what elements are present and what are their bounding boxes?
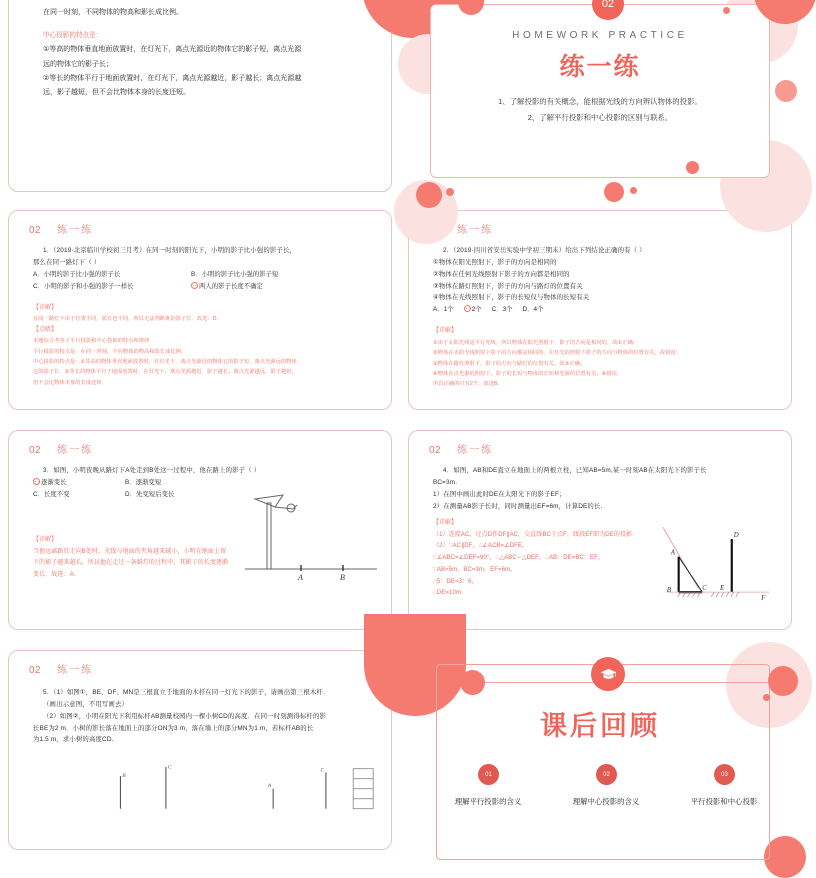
explanation-tag-2: 【点睛】 xyxy=(33,326,58,333)
header-rule-right xyxy=(622,682,772,683)
option-b-mark: B． xyxy=(125,478,136,486)
svg-text:C: C xyxy=(702,585,707,593)
slide-cover-practice[interactable] xyxy=(408,0,792,192)
option-row xyxy=(433,304,773,316)
option-b[interactable] xyxy=(125,477,217,489)
review-item-num-2: 02 xyxy=(596,764,617,785)
explanation-text-6: 但不会比物体本身的长度还短． xyxy=(33,379,108,386)
explanation-tag-1: 【详解】 xyxy=(433,520,458,527)
option-c-text: 长度不变 xyxy=(44,491,70,499)
cover-bullet-2: 2、了解平行投影和中心投影的区别与联系。 xyxy=(527,113,673,122)
option-a-text: 逐渐变长 xyxy=(41,478,67,486)
decor-blob-bottom-5 xyxy=(446,188,454,196)
question-line-4: 长BE为2 m．小树的影长落在地面上的部分ON为3 m，落在墙上的部分MN为1 m，若标杆AB的长 xyxy=(33,724,314,732)
option-c[interactable] xyxy=(33,489,125,501)
slide-header-title: 练一练 xyxy=(457,225,494,236)
explanation-text-1: 当他远离路灯走向B处时，光线与地面的夹角越来越小，小明在地面上留 xyxy=(33,548,227,555)
explanation-block xyxy=(33,303,373,388)
question-line-3: 1）在图中画出此时DE在太阳光下的影子EF； xyxy=(433,490,566,498)
option-b-text: 2个 xyxy=(471,306,482,314)
question-line-5: ④物体在光线照射下，影子的长短仅与物体的长短有关 xyxy=(433,294,590,302)
option-d[interactable] xyxy=(191,281,349,293)
svg-text:D: D xyxy=(733,532,739,540)
explanation-tag-1: 【详解】 xyxy=(33,305,58,312)
option-row-2 xyxy=(33,281,373,293)
decor-blob-node-left xyxy=(460,670,485,695)
explanation-text-3: ∵∠ABC=∠DEF=90°，∴△ABC∽△DEF，∴AB：DE=BC：EF， xyxy=(433,555,604,562)
question-line-2: （画出示意图，不用写画去） xyxy=(43,700,129,708)
option-d-mark: D． xyxy=(125,491,137,499)
option-a[interactable] xyxy=(433,304,454,316)
option-c-mark: C． xyxy=(491,306,503,314)
streetlamp-figure xyxy=(235,477,385,587)
notes-body xyxy=(43,0,357,101)
notes-para-5: 远，影子越短，但不会比物体本身的长度还短。 xyxy=(43,89,190,97)
option-c-mark: C． xyxy=(33,282,45,290)
option-a[interactable] xyxy=(33,269,191,281)
slide-header-title: 练一练 xyxy=(57,665,94,676)
slide-header-title: 练一练 xyxy=(57,225,94,236)
explanation-text-1: （1）连接AC，过点D作DF∥AC，交直线BC于点F，线段EF即为DE的投影． xyxy=(433,531,639,538)
decor-blob-bottom-3 xyxy=(686,161,699,174)
explanation-text-1: 在同一路灯下由于位置不同，影长也不同，所以无法判断谁的影子长．故选：D． xyxy=(33,316,222,323)
review-item-num-3: 03 xyxy=(714,764,735,785)
question-line-4: ③物体在路灯照射下，影子的方向与路灯的位置有关 xyxy=(433,282,583,290)
slide-review[interactable] xyxy=(408,650,792,850)
explanation-text-1: ①由于太阳光线是平行光线，所以物体在阳光照射下，影子的方向是相同的，故①正确； xyxy=(433,339,639,346)
explanation-block xyxy=(433,326,773,389)
question-line-2: ①物体在阳光照射下，影子的方向是相同的 xyxy=(433,258,557,266)
decor-blob-br-accent xyxy=(764,836,806,878)
question-line-1: 4．如图，AB和DE直立在地面上的两根立柱，已知AB=5m,某一时刻AB在太阳光下的影子长 xyxy=(443,467,707,474)
explanation-text-4: 中心投影的特点是：①等高的物体垂直地面放置时，在灯光下，离点光源近的物体它的影子短，离点光源远的物体 xyxy=(33,359,297,366)
option-a[interactable] xyxy=(33,477,125,489)
option-b-mark: B． xyxy=(191,270,202,278)
slide-cell-1 xyxy=(0,0,400,200)
slide-q4[interactable] xyxy=(408,430,792,630)
option-b[interactable] xyxy=(464,304,482,316)
option-a-text: 1个 xyxy=(443,306,454,314)
review-item-label-2: 理解中心投影的含义 xyxy=(572,797,640,806)
slide-cell-5 xyxy=(0,420,400,640)
explanation-text-2: 本题综合考查了平行投影和中心投影的特点和规律 xyxy=(33,338,150,345)
option-c[interactable] xyxy=(492,304,513,316)
slide-cell-6 xyxy=(400,420,800,640)
question-line-3: ②物体在任何光线照射下影子的方向都是相同的 xyxy=(433,270,570,278)
slide-cell-2 xyxy=(400,0,800,200)
question-line-2: 那么在同一路灯下（ ） xyxy=(33,258,101,266)
question-line-5: 为1.5 m，求小树的高度CD. xyxy=(33,736,114,744)
explanation-text-5: 它的影子长．②等长的物体平行于地面放置时，在灯光下，离点光源越近，影子越长；离点光源越远，影子越短， xyxy=(33,369,297,376)
review-item-label-1: 理解平行投影的含义 xyxy=(454,797,522,806)
poles-wall-figure xyxy=(95,761,395,811)
svg-text:A: A xyxy=(267,782,272,789)
option-d-text: 4个 xyxy=(533,306,544,314)
decor-blob-bottom-2 xyxy=(630,187,637,194)
option-c-text: 小明的影子和小强的影子一样长 xyxy=(44,282,134,290)
slide-q1[interactable] xyxy=(8,210,392,410)
pole-shadow-figure xyxy=(659,523,777,617)
slide-header xyxy=(429,441,493,456)
option-c-mark: C． xyxy=(33,491,45,499)
slide-header-title: 练一练 xyxy=(457,445,494,456)
slide-header-num: 02 xyxy=(429,445,442,456)
graduation-cap-icon xyxy=(591,657,625,691)
section-number-badge: 02 xyxy=(592,0,624,20)
selected-answer-icon xyxy=(191,282,198,289)
svg-text:B: B xyxy=(122,772,126,779)
question-line-4: 2）在测量AB影子长时，同时测量出EF=6m，计算DE的长. xyxy=(433,502,603,510)
explanation-tag-1: 【详解】 xyxy=(33,537,58,544)
explanation-text-4: ∵AB=5m，BC=3m，EF=6m， xyxy=(433,566,517,573)
slide-header-num: 02 xyxy=(29,445,42,456)
notes-heading-central: 中心投影的特点是： xyxy=(43,31,103,39)
option-a-mark: A． xyxy=(433,306,444,314)
slide-cell-4 xyxy=(400,200,800,420)
option-a-text: 小明的影子比小强的影子长 xyxy=(43,270,121,278)
cover-title-cn: 练一练 xyxy=(559,53,641,81)
slide-header xyxy=(29,661,93,676)
decor-blob-tr-dot xyxy=(723,7,730,14)
question-line-3: （2）如图②，小明在阳光下利用标杆AB测量校园内一棵小树CD的高度．在同一时刻测得标杆的影 xyxy=(43,712,327,720)
question-line-1: 3．如图，小明夜晚从路灯下A处走到B处这一过程中，他在路上的影子（ ） xyxy=(43,467,261,474)
explanation-text-5: ∴5：DE=3：6， xyxy=(433,578,478,585)
explanation-block xyxy=(433,518,683,600)
explanation-text-2: （2）∵AC∥DF，∴∠ACB=∠DFE， xyxy=(433,543,529,550)
option-d-text: 两人的影子长度不确定 xyxy=(199,282,263,290)
option-row-1 xyxy=(33,269,373,281)
question-line-1: 2．（2019·四川省安岳实验中学初三期末）给出下列结论正确的有（ ） xyxy=(443,247,646,254)
option-a-mark: A． xyxy=(33,270,44,278)
cover-subtitle-en: HOMEWORK PRACTICE xyxy=(512,30,688,41)
option-d[interactable] xyxy=(125,489,217,501)
slide-cell-7 xyxy=(0,640,400,800)
slide-q5[interactable] xyxy=(8,650,392,850)
question-line-1: 5．（1）如图①，BE、DF、MN是三根直立于地面的木杆在同一灯光下的影子，请画出第三根木杆． xyxy=(43,689,330,696)
question-line-1: 1．（2019·北京临川学校初三月考）在同一时刻的阳光下，小明的影子比小强的影子长， xyxy=(43,247,297,254)
svg-text:B: B xyxy=(666,587,672,595)
explanation-text-2: 下的影子越来越长，所以他在走过一条路灯的过程中，其影子的长度逐渐 xyxy=(33,560,229,567)
svg-text:E: E xyxy=(719,585,725,593)
svg-text:C: C xyxy=(167,764,172,771)
explanation-text-3: ③物体在路灯照射下，影子的方向与路灯的位置有关，故③正确； xyxy=(433,360,586,367)
option-b-text: 逐渐变短 xyxy=(135,478,162,486)
decor-blob-bottom-4 xyxy=(416,182,442,208)
slide-cell-8 xyxy=(400,640,800,806)
review-item-num-1: 01 xyxy=(478,764,499,785)
header-rule-left xyxy=(472,682,594,683)
slide-body xyxy=(33,245,373,388)
review-frame xyxy=(436,664,770,860)
explanation-text-3: 变长．故选：A． xyxy=(33,571,80,578)
notes-para-1: 在同一时刻，不同物体的物高和影长成比例。 xyxy=(43,8,183,16)
svg-text:F: F xyxy=(761,594,766,602)
decor-blob-dot-right xyxy=(763,694,770,701)
slide-body xyxy=(433,245,773,390)
graduation-cap-glyph xyxy=(600,666,617,683)
slide-body xyxy=(33,687,373,746)
cover-bullet-1: 1、了解投影的有关概念，能根据光线的方向辨认物体的投影。 xyxy=(498,97,702,106)
notes-para-2: ①等高的物体垂直地面放置时，在灯光下，离点光源近的物体它的影子短，离点光源 xyxy=(43,46,302,54)
notes-para-3: 远的物体它的影子长； xyxy=(43,60,113,68)
notes-para-4: ②等长的物体平行于地面放置时，在灯光下，离点光源越近，影子越长；离点光源越 xyxy=(43,75,302,83)
option-d-mark: D． xyxy=(522,306,534,314)
decor-blob-bottom-1 xyxy=(604,182,624,202)
question-line-2: BC=3m. xyxy=(433,478,458,486)
svg-text:C: C xyxy=(320,767,325,774)
review-title: 课后回顾 xyxy=(540,711,660,741)
selected-answer-icon xyxy=(464,305,471,312)
explanation-text-5: 所以正确的只有2个．故选B． xyxy=(433,381,503,388)
selected-answer-icon xyxy=(33,478,40,485)
svg-text:B: B xyxy=(340,573,345,582)
option-b[interactable] xyxy=(191,269,349,281)
option-c-text: 3个 xyxy=(502,306,513,314)
decor-blob-node-right xyxy=(768,666,798,696)
slide-cell-3 xyxy=(0,200,400,420)
slide-header-num: 02 xyxy=(29,665,42,676)
explanation-text-3: 平行投影的特点是：在同一时刻，不同物体的物高和影长成比例． xyxy=(33,348,187,355)
option-d-text: 先变短后变长 xyxy=(136,491,175,499)
explanation-tag-1: 【详解】 xyxy=(433,328,458,335)
slide-q2[interactable] xyxy=(408,210,792,410)
option-b-text: 小明的影子比小强的影子短 xyxy=(201,270,279,278)
explanation-text-2: ②物体在太阳光线照射下影子的方向都是相同的，在灯光的照射下影子的方向与物体的位置有关，故错误； xyxy=(433,350,681,357)
svg-text:A: A xyxy=(298,573,303,582)
slide-header-title: 练一练 xyxy=(57,445,94,456)
explanation-text-6: ∴DE=10m. xyxy=(433,590,463,597)
svg-text:A: A xyxy=(670,549,676,557)
slide-header-num: 02 xyxy=(29,225,42,236)
slide-notes[interactable] xyxy=(8,0,392,192)
review-item-label-3: 平行投影和中心投影 xyxy=(690,797,758,806)
option-d[interactable] xyxy=(523,304,544,316)
explanation-text-4: ④物体在点光源的照射下，影子的长短与物体的长短和光源的位置有关，④错误． xyxy=(433,371,623,377)
slide-header xyxy=(29,221,93,236)
slide-q3[interactable] xyxy=(8,430,392,630)
slide-header xyxy=(29,441,93,456)
option-c[interactable] xyxy=(33,281,191,293)
